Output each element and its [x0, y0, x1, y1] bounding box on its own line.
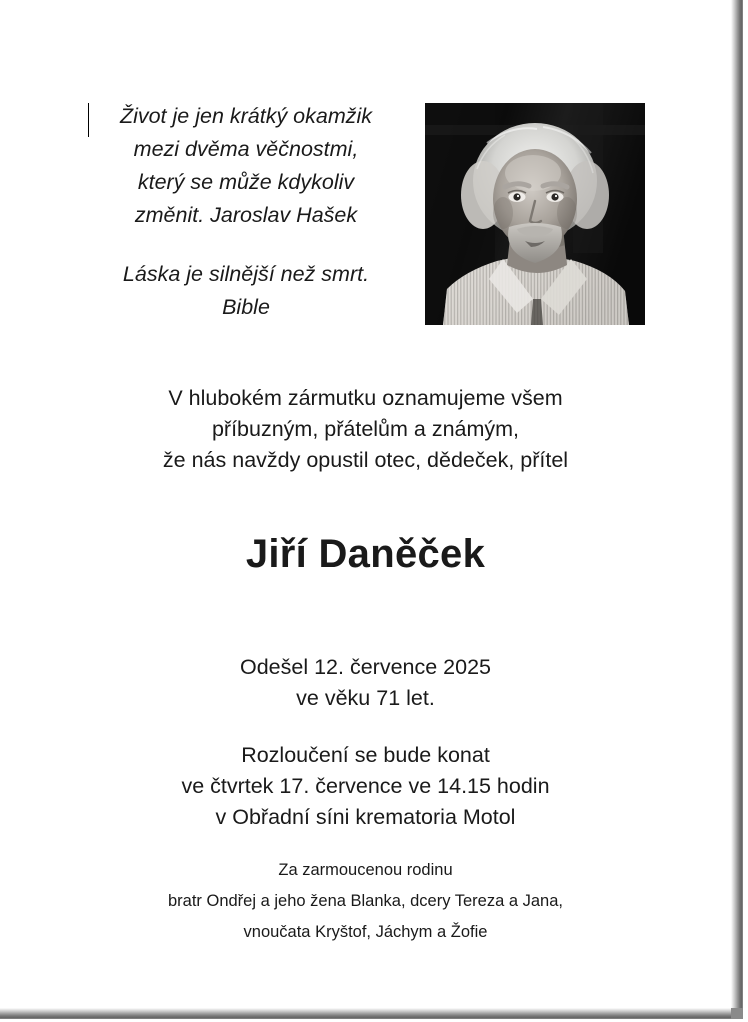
quote-line: který se může kdykoliv — [137, 170, 355, 194]
departure-text[interactable] — [0, 652, 731, 714]
family-text[interactable] — [0, 855, 731, 948]
deceased-name[interactable]: Jiří Daněček — [245, 532, 486, 576]
page-edge-right — [731, 0, 743, 1010]
page-edge-bottom — [0, 1008, 743, 1019]
departure-line: Odešel 12. července 2025 — [240, 655, 491, 679]
quote-line: mezi dvěma věčnostmi, — [133, 137, 359, 161]
ceremony-text[interactable] — [0, 740, 731, 833]
departure-line: ve věku 71 let. — [296, 686, 435, 710]
portrait-photo[interactable] — [425, 103, 645, 325]
quote-line: Láska je silnější než smrt. — [122, 262, 370, 286]
announcement-text[interactable] — [0, 383, 731, 476]
page-edge-corner — [731, 1008, 743, 1019]
family-line: Za zarmoucenou rodinu — [278, 861, 453, 879]
quote-block[interactable] — [85, 100, 407, 324]
quote-spacer — [85, 232, 407, 258]
family-line: vnoučata Kryštof, Jáchym a Žofie — [243, 923, 488, 941]
quote-line: Bible — [222, 295, 270, 319]
ceremony-line: v Obřadní síni krematoria Motol — [215, 805, 516, 829]
announcement-line: příbuzným, přátelům a známým, — [211, 417, 520, 441]
quote-line: změnit. Jaroslav Hašek — [134, 203, 358, 227]
quote-line: Život je jen krátký okamžik — [119, 104, 373, 128]
announcement-line: že nás navždy opustil otec, dědeček, přítel — [162, 448, 569, 472]
announcement-line: V hlubokém zármutku oznamujeme všem — [168, 386, 563, 410]
ceremony-line: Rozloučení se bude konat — [241, 743, 490, 767]
ceremony-line: ve čtvrtek 17. července ve 14.15 hodin — [181, 774, 550, 798]
family-line: bratr Ondřej a jeho žena Blanka, dcery Tereza a Jana, — [167, 892, 563, 910]
